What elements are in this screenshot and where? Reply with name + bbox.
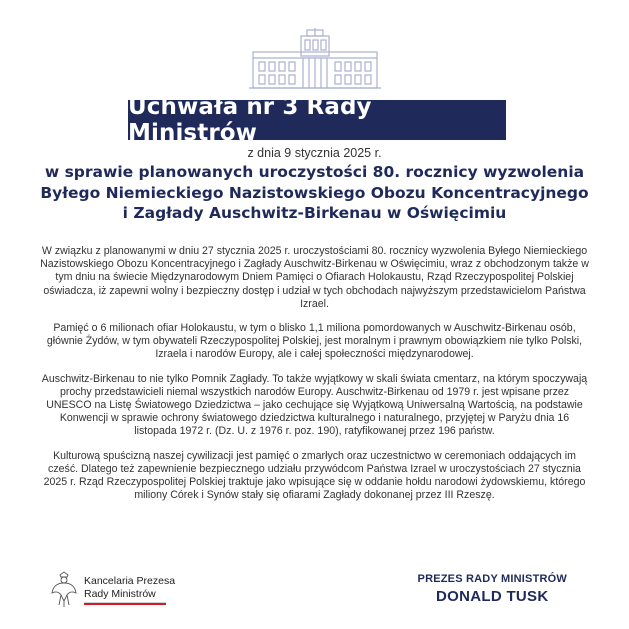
polish-flag-stripe — [84, 602, 166, 605]
document-date: z dnia 9 stycznia 2025 r. — [247, 146, 382, 160]
institution-line-1: Kancelaria Prezesa — [84, 575, 176, 587]
document-subtitle — [20, 162, 609, 224]
subtitle-line: w sprawie planowanych uroczystości 80. rocznicy wyzwolenia — [44, 163, 585, 181]
body-paragraph: Auschwitz-Birkenau to nie tylko Pomnik Zagłady. To także wyjątkowy w skali świata cmentarz, na którym spoczywają prochy przedstawicieli niemal wszystkich narodów Europy. Auschwitz-Birkenau od 1979 r. jest wpisane przez UNESCO na Listę Światowego Dziedzictwa – jako cechujące się Wyjątkową Uniwersalną Wartością, na podstawie Konwencji w sprawie ochrony światowego dziedzictwa kulturalnego i naturalnego, przyjętej w Paryżu dnia 16 listopada 1972 r. (Dz. U. z 1976 r. poz. 190), ratyfikowanej przez 196 państw. — [41, 372, 588, 438]
kprm-logo — [50, 570, 175, 610]
resolution-body — [40, 245, 589, 513]
signatory-name: DONALD TUSK — [436, 588, 549, 605]
signature-block — [418, 573, 567, 605]
body-paragraph: Kulturową spuścizną naszej cywilizacji jest pamięć o zmarłych oraz uczestnictwo w ceremoniach oddających im cześć. Dlatego też zapewnienie bezpiecznego udziału przywódcom Państwa Izrael w uroczystościach 27 stycznia 2025 r. Rząd Rzeczypospolitej Polskiej traktuje jako wpisujące się w oddanie hołdu narodowi żydowskiemu, którego miliony Córek i Synów stały się ofiarami Zagłady dokonanej przez III Rzeszę. — [43, 449, 586, 502]
subtitle-line: i Zagłady Auschwitz-Birkenau w Oświęcimiu — [122, 204, 507, 222]
document-title — [128, 94, 506, 146]
body-paragraph: Pamięć o 6 milionach ofiar Holokaustu, w tym o blisko 1,1 miliona pomordowanych w Auschwitz-Birkenau osób, głównie Żydów, w tym obywateli Rzeczypospolitej Polskiej, jest moralnym i prawnym obowiązkiem nie tylko Polski, Izraela i narodów Europy, ale i całej społeczności międzynarodowej. — [46, 322, 583, 361]
signatory-role: PREZES RADY MINISTRÓW — [417, 573, 567, 585]
subtitle-line: Byłego Niemieckiego Nazistowskiego Obozu Koncentracyjnego — [40, 183, 589, 202]
body-paragraph: W związku z planowanymi w dniu 27 stycznia 2025 r. uroczystościami 80. rocznicy wyzwolenia Byłego Niemieckiego Nazistowskiego Obozu Koncentracyjnego i Zagłady Auschwitz-Birkenau w Oświęcimiu, wraz z obchodzonym także w tym dniu na świecie Międzynarodowym Dniem Pamięci o Ofiarach Holokaustu, Rząd Rzeczypospolitej Polskiej oświadcza, iż zapewni wolny i bezpieczny dostęp i udział w tych obchodach najwyższym przedstawicielom Państwa Izrael. — [40, 245, 589, 310]
polish-eagle-icon — [50, 571, 78, 609]
chancellery-building-icon — [245, 28, 385, 92]
document-title-text: Uchwała nr 3 Rady Ministrów — [128, 94, 372, 146]
institution-line-2: Rady Ministrów — [84, 587, 156, 600]
